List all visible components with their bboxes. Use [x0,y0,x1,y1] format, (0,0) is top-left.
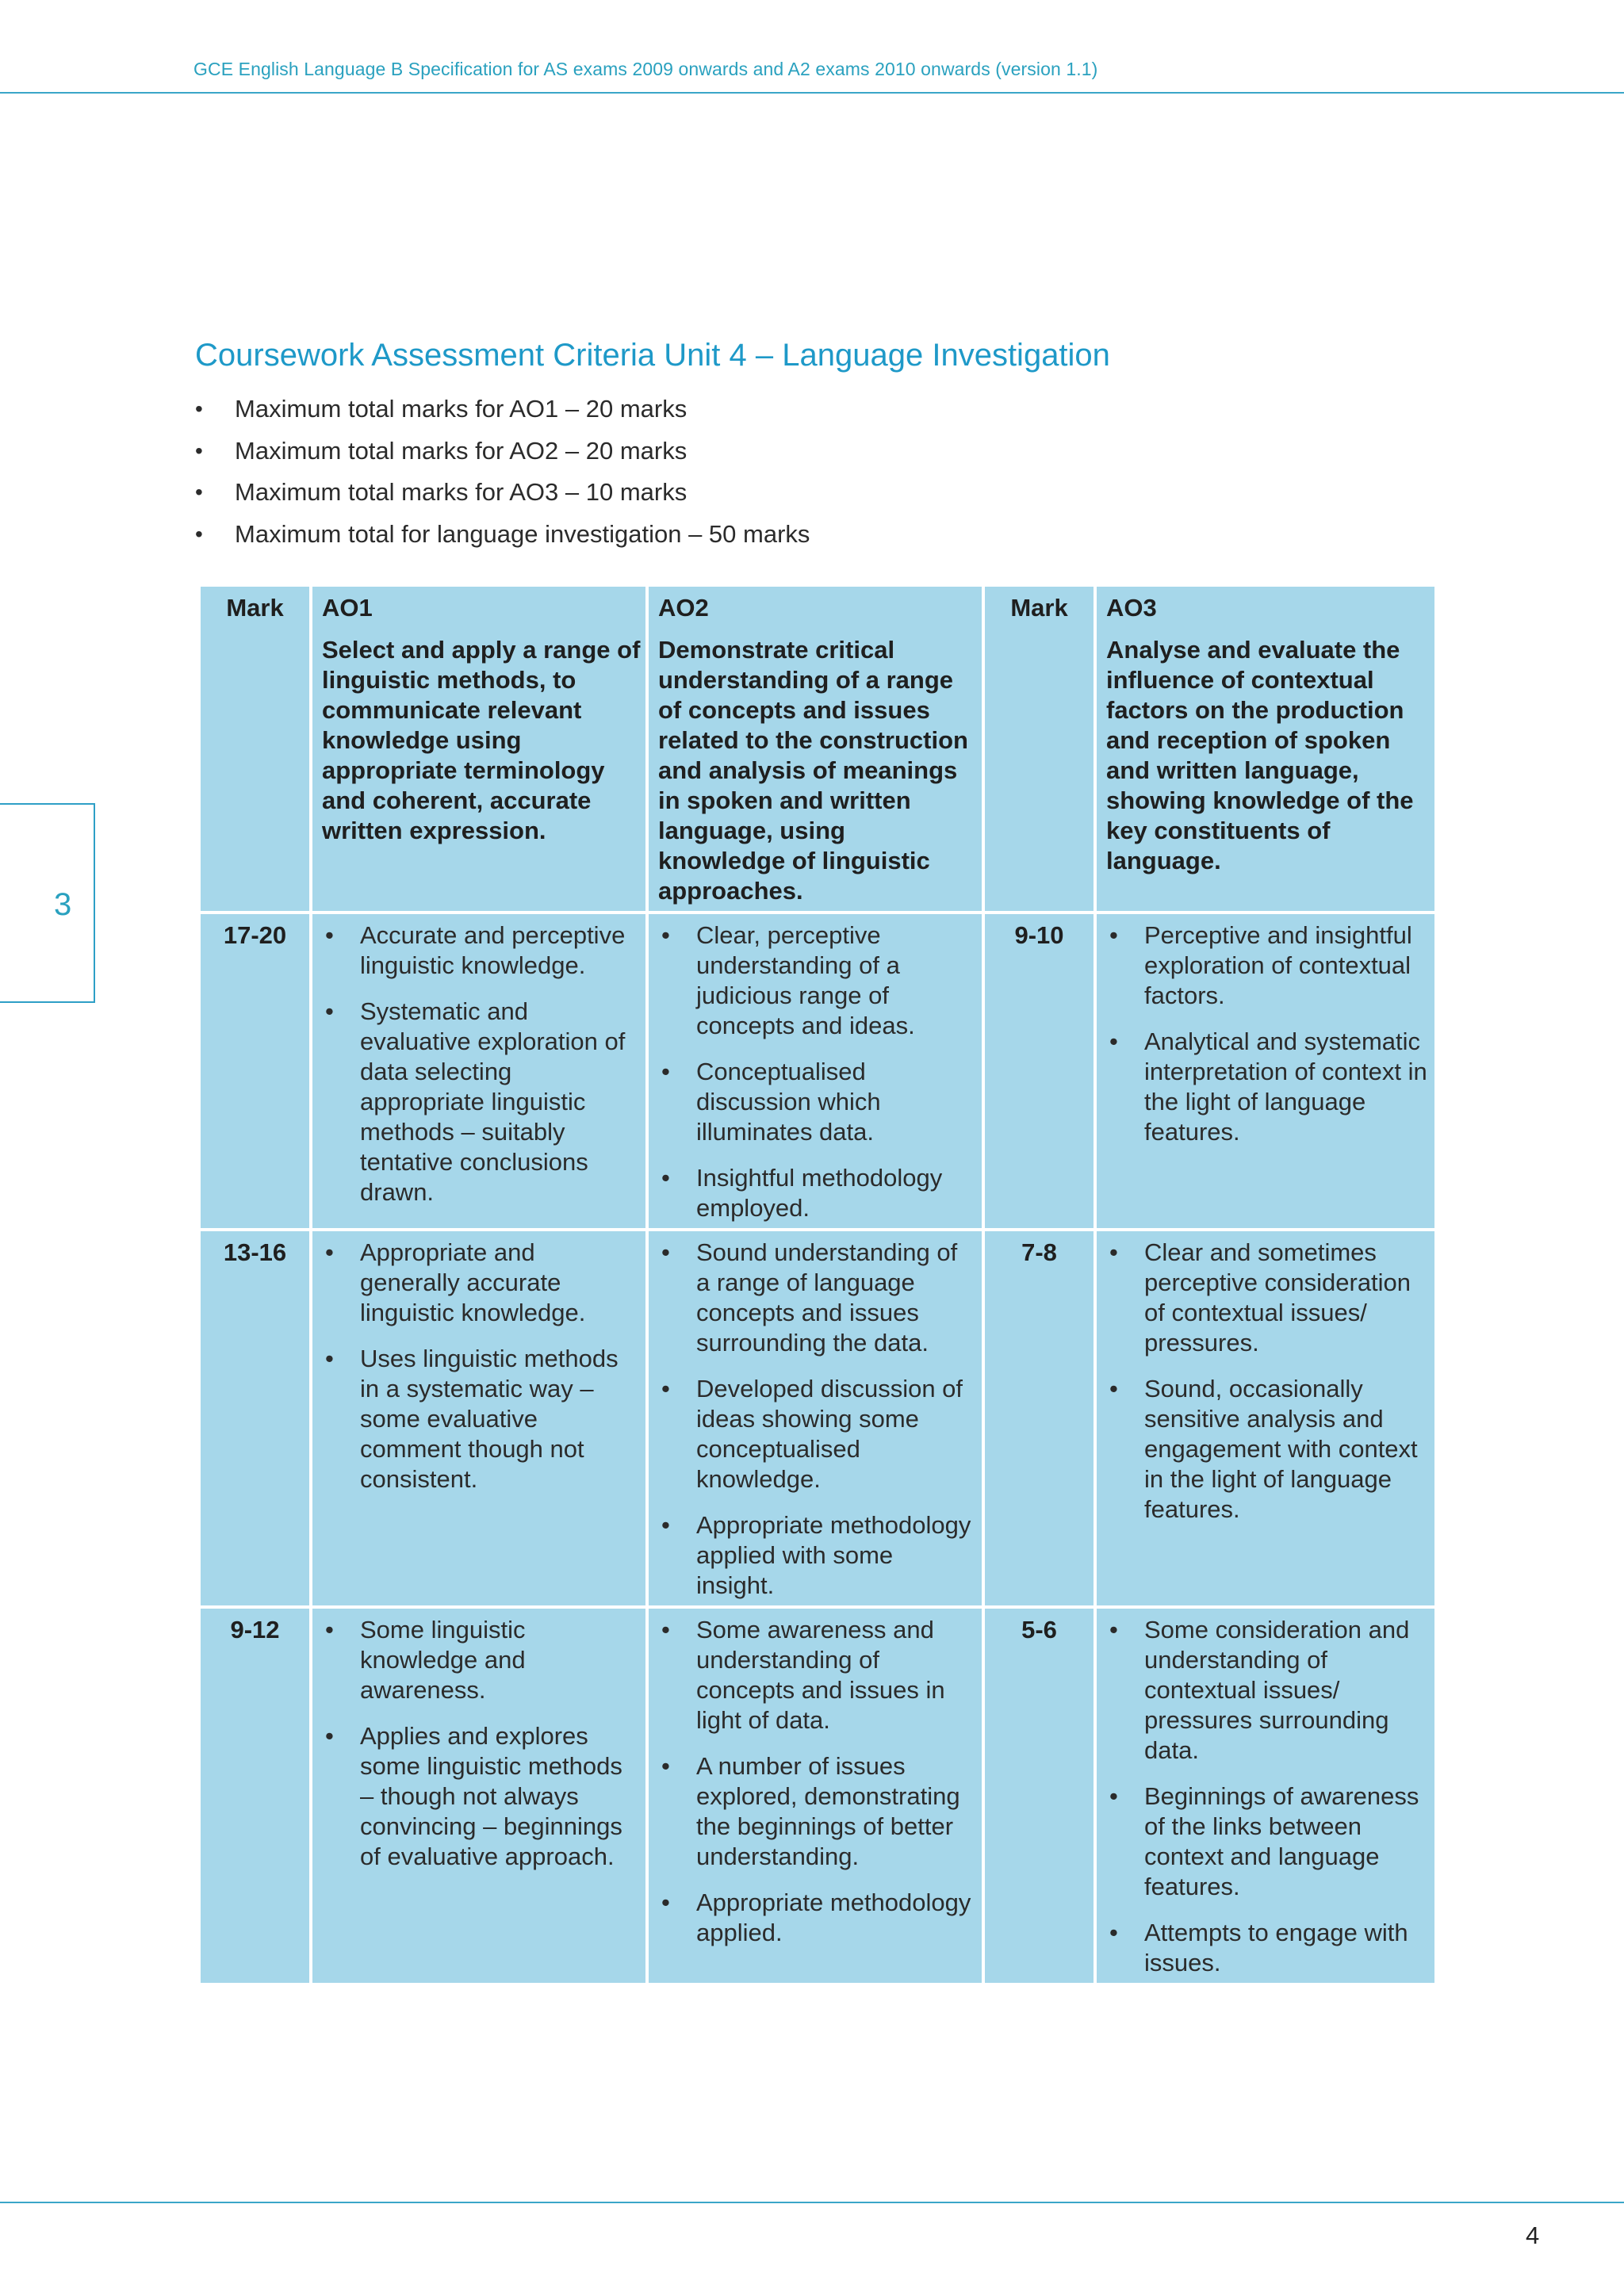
criterion-item: • Uses linguistic methods in a systematic way – some evaluative comment though not consistent. [322,1344,641,1494]
mark-band: 9-12 [199,1607,311,1984]
section-number: 3 [54,887,72,922]
mark-band: 5-6 [983,1607,1095,1984]
page-title: Coursework Assessment Criteria Unit 4 – Language Investigation [195,338,1110,373]
ao2-code: AO2 [658,594,709,622]
ao3-cell [1095,1230,1436,1607]
marks-summary-item: • Maximum total marks for AO3 – 10 marks [195,472,810,514]
criterion-item: • Conceptualised discussion which illuminates data. [658,1057,977,1147]
criterion-item: • A number of issues explored, demonstrating the beginnings of better understanding. [658,1751,977,1872]
ao2-cell [647,1607,983,1984]
running-header: GCE English Language B Specification for AS exams 2009 onwards and A2 exams 2010 onwards (version 1.1) [193,59,1098,79]
mark-band: 9-10 [983,913,1095,1230]
ao1-cell [311,1607,647,1984]
ao3-column-header [1095,585,1436,913]
criterion-item: • Applies and explores some linguistic methods – though not always convincing – beginnings of evaluative approach. [322,1721,641,1872]
criterion-item: • Clear and sometimes perceptive consideration of contextual issues/ pressures. [1106,1238,1430,1358]
criterion-item: • Some linguistic knowledge and awareness. [322,1615,641,1705]
ao2-description: Demonstrate critical understanding of a range of concepts and issues related to the construction and analysis of meanings in spoken and written language, using knowledge of linguistic approaches. [658,636,968,905]
criterion-item: • Some consideration and understanding of contextual issues/ pressures surrounding data. [1106,1615,1430,1766]
header-rule [0,92,1624,94]
mark-band: 17-20 [199,913,311,1230]
criterion-item: • Sound, occasionally sensitive analysis and engagement with context in the light of language features. [1106,1374,1430,1525]
criterion-item: • Beginnings of awareness of the links between context and language features. [1106,1781,1430,1902]
criterion-item: • Accurate and perceptive linguistic knowledge. [322,920,641,981]
ao3-cell [1095,1607,1436,1984]
ao1-cell [311,1230,647,1607]
criterion-item: • Clear, perceptive understanding of a judicious range of concepts and ideas. [658,920,977,1041]
criterion-item: • Appropriate methodology applied with some insight. [658,1510,977,1601]
criterion-item: • Systematic and evaluative exploration of data selecting appropriate linguistic methods – suitably tentative conclusions drawn. [322,997,641,1207]
marks-summary-item: • Maximum total for language investigation – 50 marks [195,514,810,556]
ao2-cell [647,913,983,1230]
ao2-cell [647,1230,983,1607]
criterion-item: • Insightful methodology employed. [658,1163,977,1223]
table-row [199,1607,1436,1984]
mark-column-header: Mark [983,585,1095,913]
criterion-item: • Appropriate and generally accurate linguistic knowledge. [322,1238,641,1328]
footer-rule [0,2202,1624,2203]
mark-column-header: Mark [199,585,311,913]
criterion-item: • Sound understanding of a range of language concepts and issues surrounding the data. [658,1238,977,1358]
ao1-cell [311,913,647,1230]
table-header-row [199,585,1436,913]
ao1-code: AO1 [322,594,373,622]
criterion-item: • Developed discussion of ideas showing some conceptualised knowledge. [658,1374,977,1494]
table-row [199,1230,1436,1607]
criterion-item: • Perceptive and insightful exploration of contextual factors. [1106,920,1430,1011]
criterion-item: • Appropriate methodology applied. [658,1888,977,1948]
mark-band: 7-8 [983,1230,1095,1607]
assessment-criteria-table [197,584,1438,1986]
ao1-column-header [311,585,647,913]
ao1-description: Select and apply a range of linguistic methods, to communicate relevant knowledge using appropriate terminology and coherent, accurate written expression. [322,636,641,844]
marks-summary-item: • Maximum total marks for AO1 – 20 marks [195,388,810,430]
ao3-description: Analyse and evaluate the influence of contextual factors on the production and reception of spoken and written language, showing knowledge of the key constituents of language. [1106,636,1414,874]
mark-band: 13-16 [199,1230,311,1607]
marks-summary-item: • Maximum total marks for AO2 – 20 marks [195,430,810,473]
marks-summary-list [195,388,810,555]
ao3-cell [1095,913,1436,1230]
criterion-item: • Analytical and systematic interpretation of context in the light of language features. [1106,1027,1430,1147]
criterion-item: • Attempts to engage with issues. [1106,1918,1430,1978]
section-tab [0,803,95,1003]
criterion-item: • Some awareness and understanding of concepts and issues in light of data. [658,1615,977,1735]
ao3-code: AO3 [1106,594,1157,622]
page-number: 4 [1526,2221,1540,2249]
table-row [199,913,1436,1230]
ao2-column-header [647,585,983,913]
